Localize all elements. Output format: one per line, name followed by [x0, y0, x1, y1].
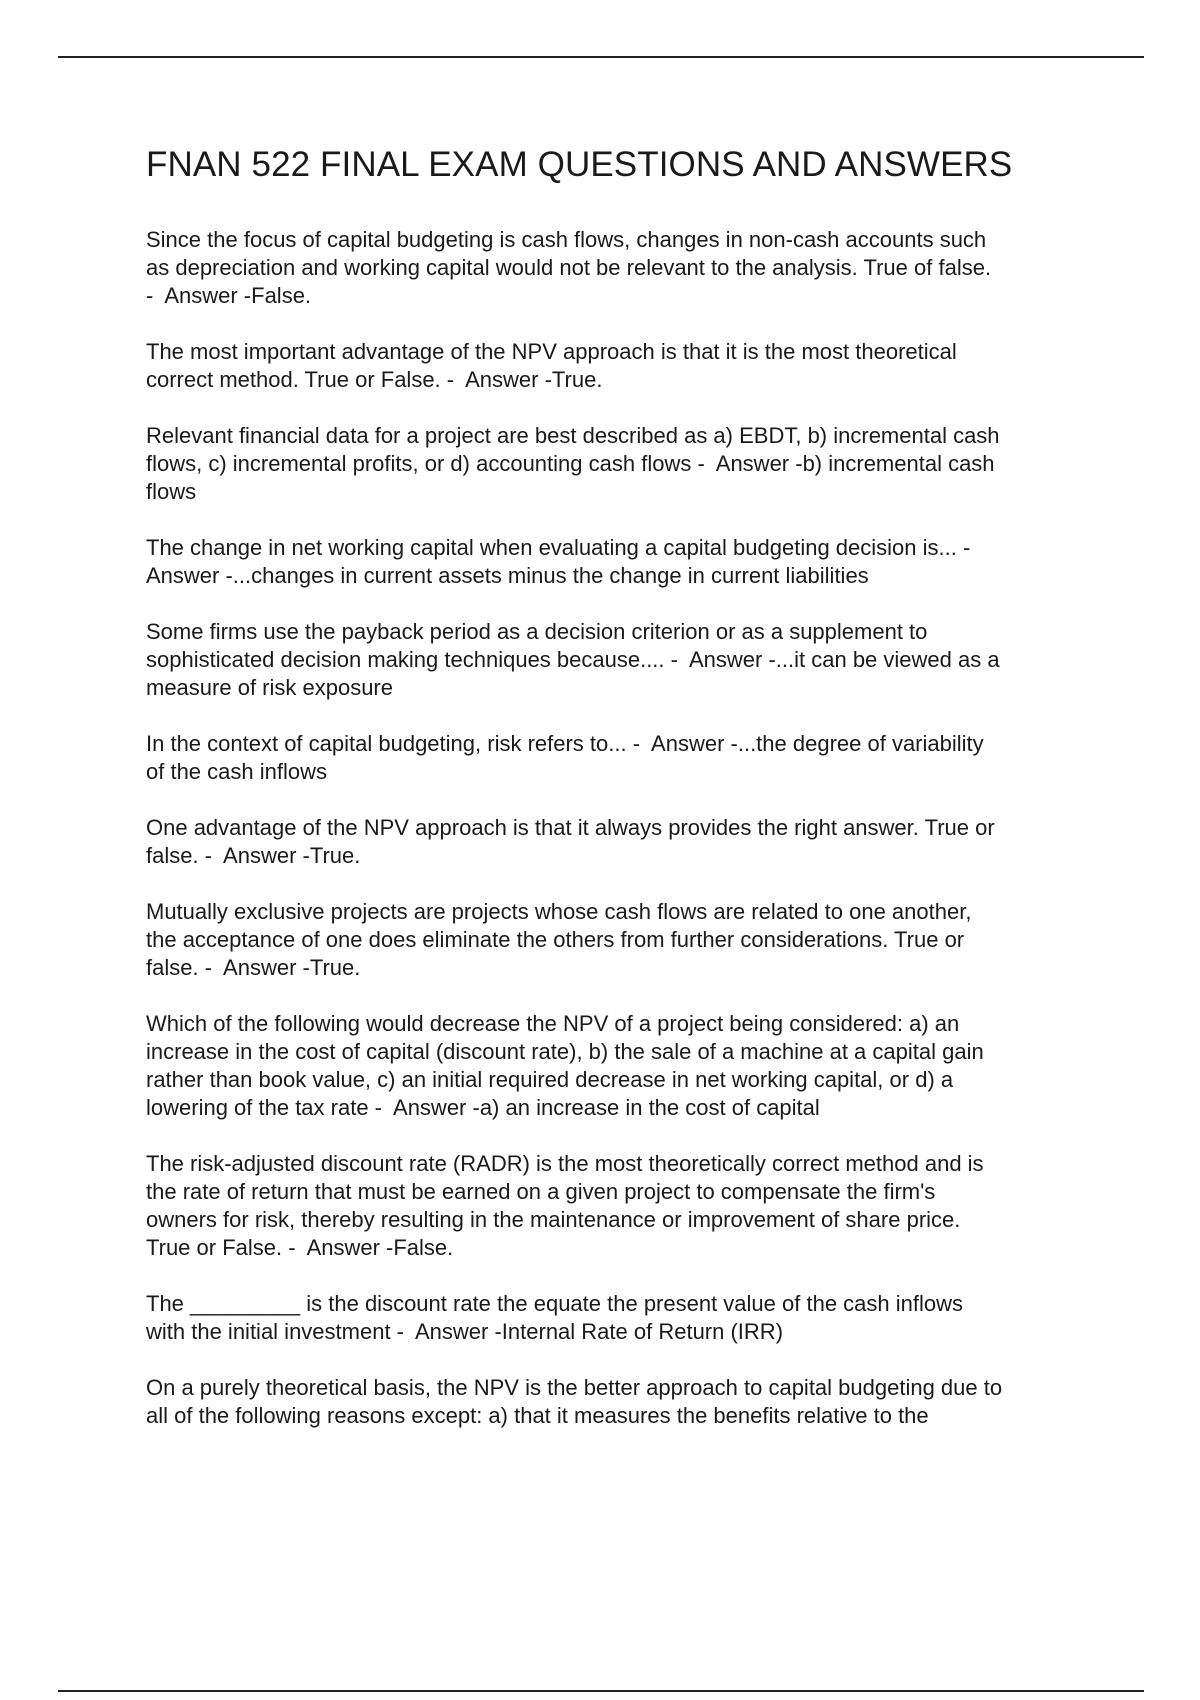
qa-list	[146, 226, 1106, 1430]
qa-item: Since the focus of capital budgeting is cash flows, changes in non-cash accounts such as depreciation and working capital would not be relevant to the analysis. True of false. - Answer -False.	[146, 227, 992, 308]
top-rule	[58, 56, 1144, 58]
qa-item: Mutually exclusive projects are projects whose cash flows are related to one another, the acceptance of one does eliminate the others from further considerations. True or false. - Answer -True.	[146, 899, 972, 980]
qa-item: The most important advantage of the NPV approach is that it is the most theoretical correct method. True or False. - Answer -True.	[146, 339, 957, 392]
qa-item: Some firms use the payback period as a decision criterion or as a supplement to sophisticated decision making techniques because.... - Answer -...it can be viewed as a measure of risk exposure	[146, 619, 1000, 700]
page-content	[146, 144, 1106, 1458]
qa-item: On a purely theoretical basis, the NPV is the better approach to capital budgeting due to all of the following reasons except: a) that it measures the benefits relative to the	[146, 1375, 1003, 1428]
qa-item: The risk-adjusted discount rate (RADR) is the most theoretically correct method and is the rate of return that must be earned on a given project to compensate the firm's owners for risk, thereby resulting in the maintenance or improvement of share price. True or False. - Answer -False.	[146, 1151, 984, 1260]
document-title: FNAN 522 FINAL EXAM QUESTIONS AND ANSWERS	[146, 145, 1013, 184]
qa-item: The change in net working capital when evaluating a capital budgeting decision is... - Answer -...changes in current assets minus the change in current liabilities	[146, 535, 971, 588]
qa-item: The _________ is the discount rate the equate the present value of the cash inflows with the initial investment - Answer -Internal Rate of Return (IRR)	[146, 1291, 963, 1344]
bottom-rule	[58, 1690, 1144, 1692]
qa-item: Relevant financial data for a project are best described as a) EBDT, b) incremental cash flows, c) incremental profits, or d) accounting cash flows - Answer -b) incremental cash flows	[146, 423, 1000, 504]
qa-item: One advantage of the NPV approach is that it always provides the right answer. True or false. - Answer -True.	[146, 815, 995, 868]
qa-item: Which of the following would decrease the NPV of a project being considered: a) an increase in the cost of capital (discount rate), b) the sale of a machine at a capital gain rather than book value, c) an initial required decrease in net working capital, or d) a lowering of the tax rate - Answer -a) an increase in the cost of capital	[146, 1011, 984, 1120]
qa-item: In the context of capital budgeting, risk refers to... - Answer -...the degree of variability of the cash inflows	[146, 731, 984, 784]
